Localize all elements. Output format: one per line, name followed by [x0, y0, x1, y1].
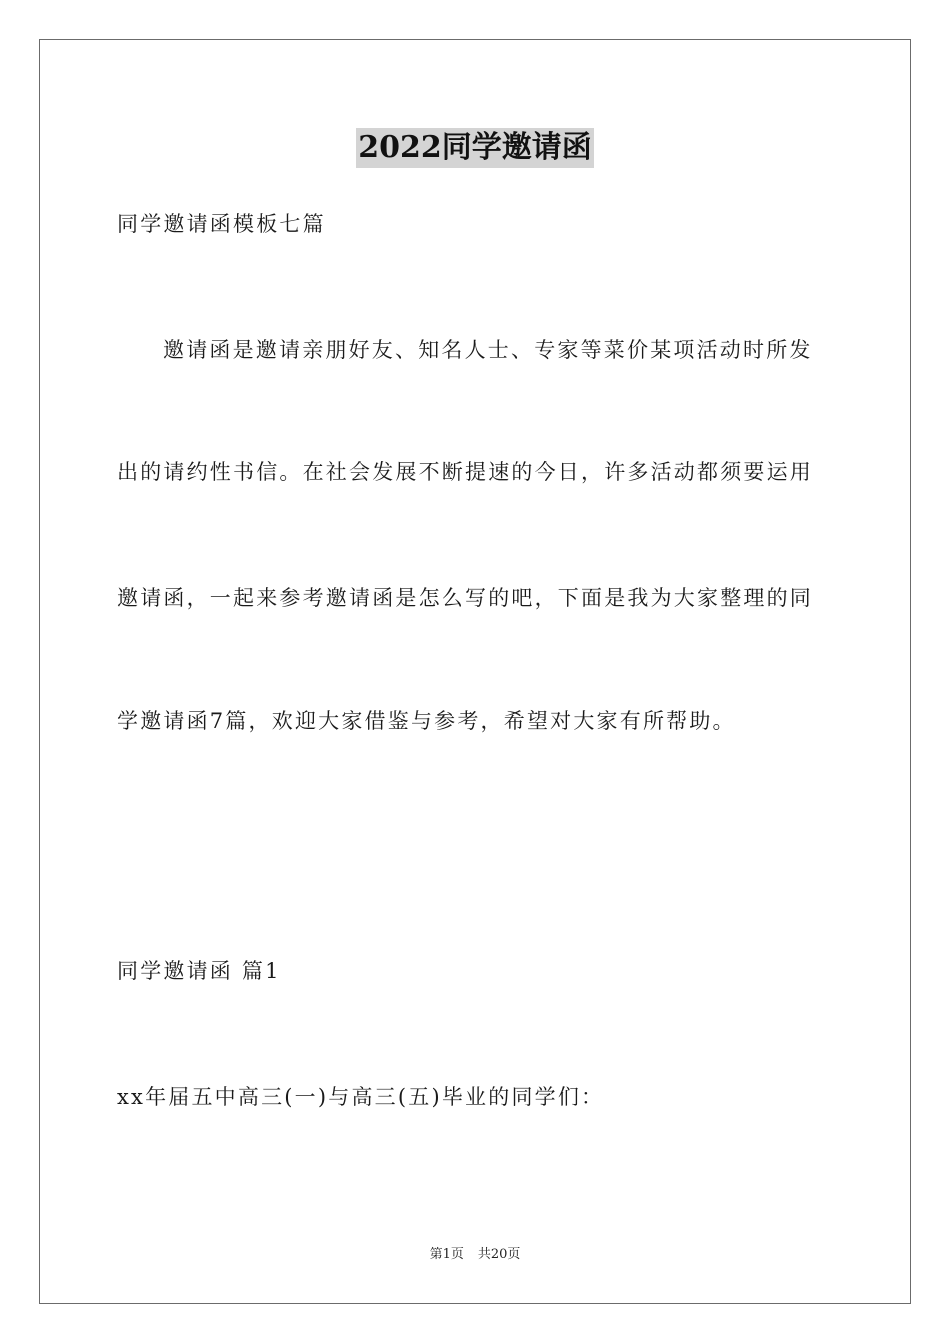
- page-footer: [0, 1246, 950, 1264]
- section-heading: 同学邀请函 篇1: [117, 959, 281, 983]
- title-container: [0, 128, 950, 168]
- document-subtitle: 同学邀请函模板七篇: [117, 212, 326, 236]
- document-title: 2022同学邀请函: [356, 128, 594, 168]
- salutation: xx年届五中高三(一)与高三(五)毕业的同学们：: [117, 1085, 605, 1109]
- intro-line-3: 邀请函，一起来参考邀请函是怎么写的吧，下面是我为大家整理的同: [117, 586, 813, 610]
- page-number-current: 第1页: [429, 1247, 464, 1262]
- intro-line-1: 邀请函是邀请亲朋好友、知名人士、专家等菜价某项活动时所发: [163, 338, 813, 362]
- intro-line-2: 出的请约性书信。在社会发展不断提速的今日，许多活动都须要运用: [117, 460, 813, 484]
- intro-line-4: 学邀请函7篇，欢迎大家借鉴与参考，希望对大家有所帮助。: [117, 709, 736, 733]
- page-number-total: 共20页: [477, 1247, 521, 1262]
